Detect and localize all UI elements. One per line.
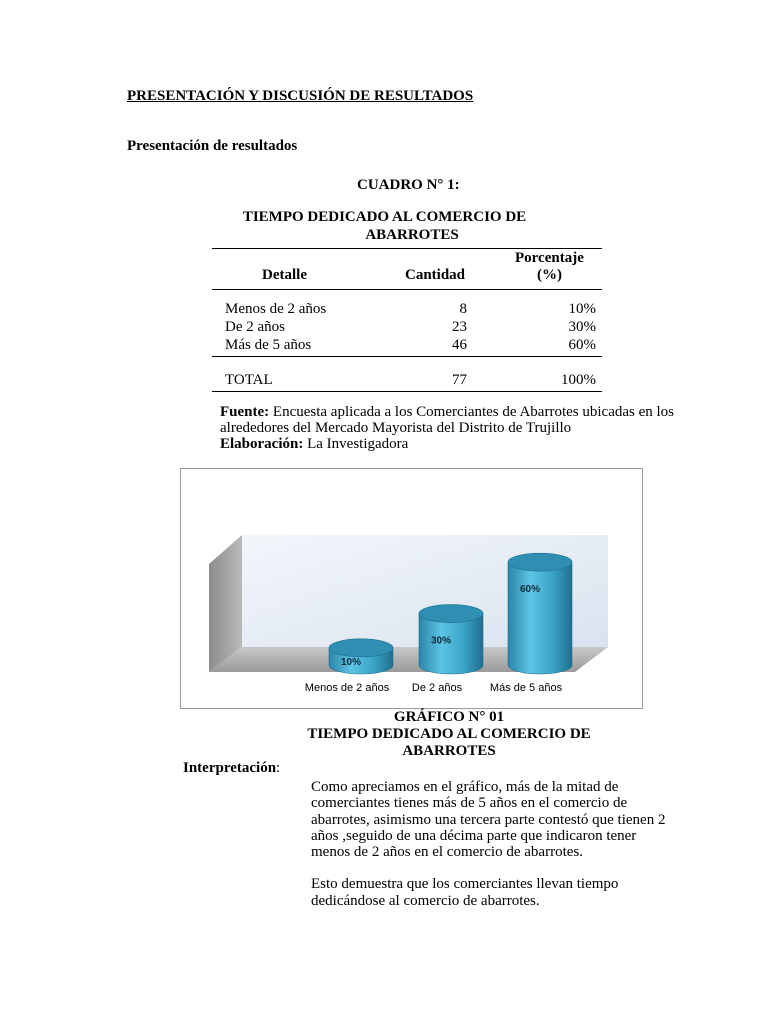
fuente-text-cont: alrededores del Mercado Mayorista del Distrito de Trujillo — [220, 420, 572, 436]
interpretation-line: Esto demuestra que los comerciantes llevan tiempo — [311, 876, 619, 893]
table-caption: CUADRO N° 1: — [357, 177, 460, 193]
row-porcentaje: 10% — [568, 301, 596, 317]
fuente-label: Fuente: — [220, 404, 270, 420]
row-cantidad: 46 — [452, 337, 467, 353]
header-porcentaje: Porcentaje — [515, 250, 584, 266]
source-note — [220, 404, 700, 452]
table-title-line2: ABARROTES — [365, 227, 459, 243]
header-cantidad: Cantidad — [405, 267, 466, 283]
table-top-rule — [212, 248, 602, 249]
total-porcentaje: 100% — [561, 372, 596, 388]
section-heading: PRESENTACIÓN Y DISCUSIÓN DE RESULTADOS — [127, 88, 474, 104]
header-porcentaje-unit: (%) — [537, 267, 562, 283]
elaboracion-text: La Investigadora — [307, 436, 409, 452]
fuente-text: Encuesta aplicada a los Comerciantes de Abarrotes ubicadas en los — [272, 404, 675, 420]
bar-chart — [180, 468, 643, 709]
bar — [508, 553, 572, 674]
x-tick-label: Más de 5 años — [489, 682, 563, 694]
header-detalle: Detalle — [262, 267, 307, 283]
elaboracion-label: Elaboración: — [220, 436, 304, 452]
total-cantidad: 77 — [452, 372, 467, 388]
row-detalle: Menos de 2 años — [225, 301, 327, 317]
bar — [329, 639, 393, 674]
table-total-rule — [212, 356, 602, 357]
data-label: 10% — [341, 656, 362, 668]
row-porcentaje: 60% — [568, 337, 596, 353]
figure-caption-title: TIEMPO DEDICADO AL COMERCIO DE — [307, 726, 591, 742]
data-label: 30% — [431, 635, 452, 647]
subsection-heading: Presentación de resultados — [127, 138, 298, 154]
total-label: TOTAL — [225, 372, 273, 388]
table-header-rule — [212, 289, 602, 290]
row-detalle: De 2 años — [225, 319, 285, 335]
row-porcentaje: 30% — [568, 319, 596, 335]
table-title-line1: TIEMPO DEDICADO AL COMERCIO DE — [242, 209, 527, 225]
data-label: 60% — [520, 584, 541, 596]
bar — [419, 605, 483, 674]
figure-caption-number: GRÁFICO N° 01 — [393, 709, 505, 725]
row-cantidad: 8 — [459, 301, 467, 317]
interpretation-line: años ,seguido de una décima parte que indicaron tener — [311, 827, 637, 844]
interpretation-line: Como apreciamos en el gráfico, más de la mitad de — [311, 779, 619, 795]
interpretation-line: menos de 2 años en el comercio de abarrotes. — [311, 844, 583, 861]
figure-caption-title-cont: ABARROTES — [402, 743, 496, 759]
interpretation-text — [311, 779, 711, 909]
interpretation-label: Interpretación: — [183, 760, 281, 776]
chart-canvas — [181, 469, 642, 708]
row-cantidad: 23 — [452, 319, 467, 335]
table-bottom-rule — [212, 391, 602, 392]
interpretation-line: dedicándose al comercio de abarrotes. — [311, 892, 540, 909]
interpretation-line: comerciantes tienes más de 5 años en el comercio de — [311, 795, 628, 812]
interpretation-line: abarrotes, asimismo una tercera parte contestó que tienen 2 — [311, 811, 666, 828]
x-tick-label: De 2 años — [411, 682, 463, 694]
x-tick-label: Menos de 2 años — [304, 682, 390, 694]
row-detalle: Más de 5 años — [225, 337, 312, 353]
